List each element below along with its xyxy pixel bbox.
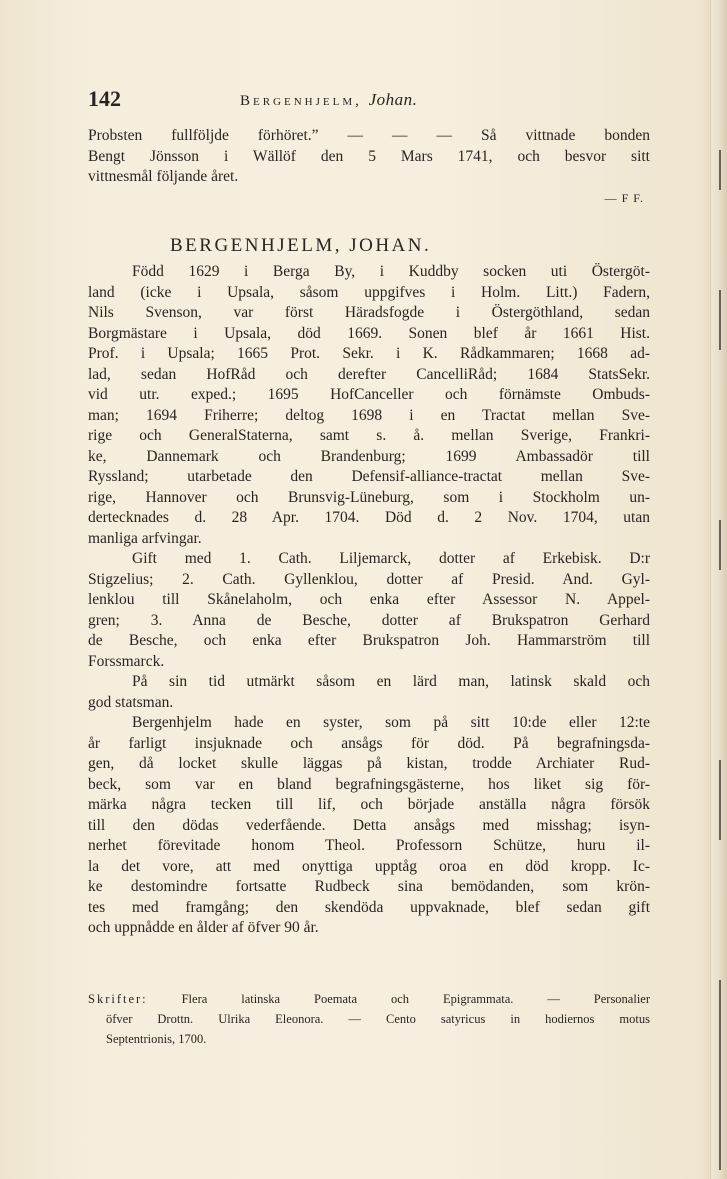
text-line: man; 1694 Friherre; deltog 1698 i en Tractat mellan Sve- (88, 406, 650, 424)
text-line: och uppnådde en ålder af öfver 90 år. (88, 919, 319, 936)
edge-mark (719, 150, 721, 190)
text-line: gen, då locket skulle läggas på kistan, trodde Archiater Rud- (88, 755, 650, 772)
writings-line: Septentrionis, 1700. (106, 1032, 207, 1046)
writings-label: Skrifter: (88, 992, 148, 1006)
running-title-given-name: Johan. (368, 90, 418, 109)
text-line: Forssmarck. (88, 652, 165, 670)
edge-mark (719, 980, 721, 1170)
edge-mark (719, 290, 721, 350)
text-line: Stigzelius; 2. Cath. Gyllenklou, dotter af Presid. And. Gyl- (88, 570, 650, 588)
text-line: Född 1629 i Berga By, i Kuddby socken uti Östergöt- (132, 263, 650, 280)
edge-mark (719, 520, 721, 570)
text-line: land (icke i Upsala, såsom uppgifves i Holm. Litt.) Fadern, (88, 283, 650, 301)
text-line: dertecknades d. 28 Apr. 1704. Död d. 2 Nov. 1704, utan (88, 509, 650, 526)
text-line: manliga arfvingar. (88, 529, 202, 547)
text-line: rige, Hannover och Brunsvig-Lüneburg, som i Stockholm un- (88, 488, 650, 506)
text-line: ke destomindre fortsatte Rudbeck sina bemödanden, som krön- (88, 878, 650, 895)
text-line: märka några tecken till lif, och började anställa några försök (88, 796, 650, 813)
text-line: På sin tid utmärkt såsom en lärd man, latinsk skald och (132, 673, 650, 690)
author-signature: — F F. (604, 190, 644, 205)
text-line: Bengt Jönsson i Wällöf den 5 Mars 1741, och besvor sitt (88, 147, 650, 165)
text-line: de Besche, och enka efter Brukspatron Joh. Hammarström till (88, 632, 650, 649)
text-line: gren; 3. Anna de Besche, dotter af Brukspatron Gerhard (88, 611, 650, 629)
text-line: Probsten fullföljde förhöret.” — — — Så vittnade bonden (88, 127, 650, 144)
text-line: rige och GeneralStaterna, samt s. å. mellan Sverige, Frankri- (88, 427, 650, 444)
text-line: Bergenhjelm hade en syster, som på sitt 10:de eller 12:te (132, 714, 650, 731)
page-edge (710, 0, 727, 1179)
text-line: nerhet förevitade honom Theol. Professorn Schütze, huru il- (88, 837, 650, 854)
writings-text: Flera latinska Poemata och Epigrammata. — Personalier (181, 992, 651, 1006)
text-line: Borgmästare i Upsala, död 1669. Sonen blef år 1661 Hist. (88, 324, 650, 342)
page-number: 142 (88, 86, 121, 111)
running-title (240, 90, 417, 110)
previous-entry-text (88, 126, 650, 208)
writings-line: öfver Drottn. Ulrika Eleonora. — Cento satyricus in hodiernos motus (106, 1012, 650, 1026)
text-line: beck, som var en bland begrafningsgästerne, hos liket sig för- (88, 775, 650, 793)
text-line: ke, Dannemark och Brandenburg; 1699 Ambassadör till (88, 447, 650, 465)
text-line: Nils Svenson, var först Häradsfogde i Östergöthland, sedan (88, 304, 650, 321)
text-line: Ryssland; utarbetade den Defensif-alliance-tractat mellan Sve- (88, 468, 650, 485)
text-line: vid utr. exped.; 1695 HofCanceller och förnämste Ombuds- (88, 386, 650, 403)
running-header (88, 86, 648, 114)
text-line: Prof. i Upsala; 1665 Prot. Sekr. i K. Rådkammaren; 1668 ad- (88, 345, 650, 362)
writings-section (88, 989, 650, 1049)
text-line: vittnesmål följande året. (88, 168, 239, 185)
text-line: lad, sedan HofRåd och derefter CancelliRåd; 1684 StatsSekr. (88, 365, 650, 383)
text-line: Gift med 1. Cath. Liljemarck, dotter af Erkebisk. D:r (132, 550, 650, 567)
text-line: lenklou till Skånelaholm, och enka efter Assessor N. Appel- (88, 591, 650, 608)
running-title-surname: Bergenhjelm, (240, 93, 362, 109)
entry-body (88, 262, 650, 939)
text-line: god statsman. (88, 693, 174, 711)
edge-mark (719, 760, 721, 840)
entry-heading: BERGENHJELM, JOHAN. (170, 235, 432, 256)
text-line: till den dödas vederfående. Detta ansågs med misshag; isyn- (88, 816, 650, 834)
text-line: la det vore, att med onyttiga upptåg oroa en död kropp. Ic- (88, 857, 650, 875)
text-line: år farligt insjuknade och ansågs för död. På begrafningsda- (88, 734, 650, 752)
text-line: tes med framgång; den skendöda uppvaknade, blef sedan gift (88, 898, 650, 916)
writings-line (88, 989, 650, 1009)
